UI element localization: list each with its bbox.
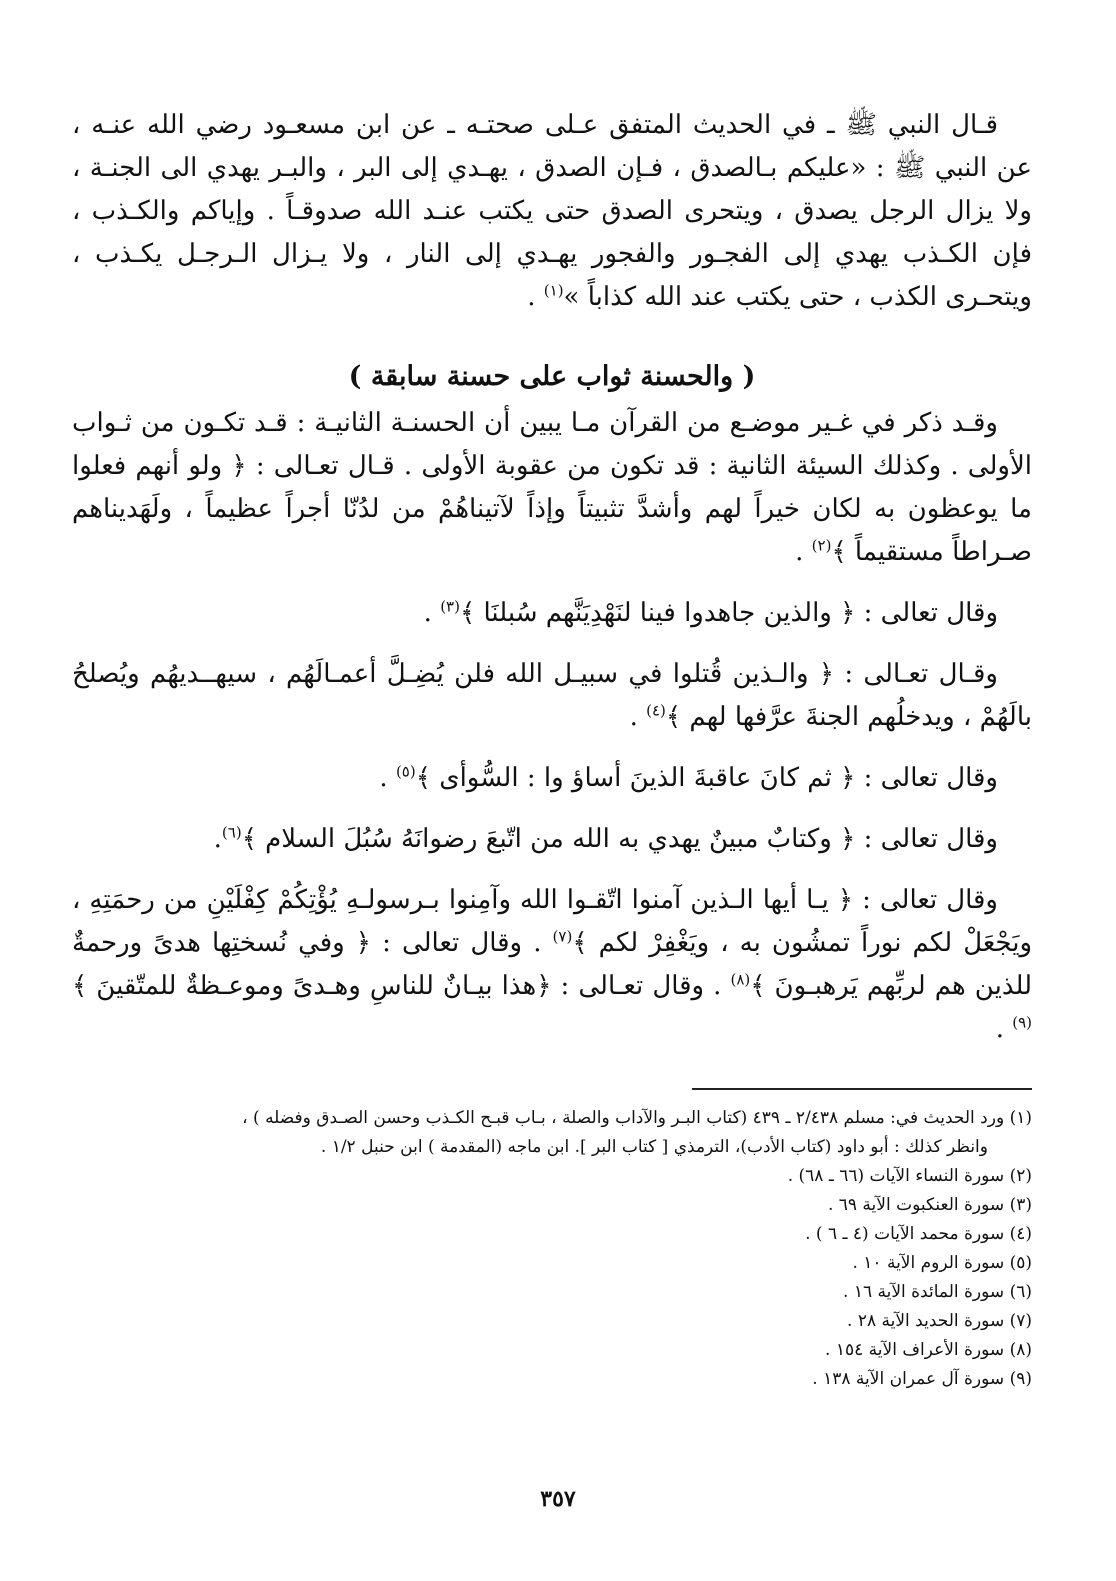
footnote-3: (٣) سورة العنكبوت الآية ٦٩ . — [827, 1195, 1032, 1215]
footnote-1: (١) ورد الحديث في: مسلم ٢/٤٣٨ ـ ٤٣٩ (كتاب البـر والآداب والصلة ، بـاب قبـح الكـذب وحسن الصـدق وفضله ) ، — [242, 1108, 1032, 1128]
verse-2-text: وقـال تعـالى : ﴿ والـذين قُتلوا في سبيـل الله فلن يُضِـلَّ أعمـالَهُم ، سيهــديهُم ويُصلحُ بالَهُمْ ، ويدخلُهم الجنةَ عرَّفها لهم ﴾ — [72, 659, 1032, 732]
intro-paragraph — [72, 104, 1032, 319]
footnote-9: (٩) سورة آل عمران الآية ١٣٨ . — [812, 1369, 1032, 1389]
verse-2-end: . — [629, 702, 647, 732]
verse-4-text: وقال تعالى : ﴿ وكتابٌ مبينٌ يهدي به الله من اتّبعَ رضوانَهُ سُبُلَ السلام ﴾ — [241, 824, 998, 854]
hadith-text: قـال النبي ﷺ ـ في الحديث المتفق عـلى صحتـه ـ عن ابن مسعـود رضي الله عنـه ، عن النبي ﷺ : «عليكم بـالصدق ، فـإن الصدق ، يهـدي إلى البر ، والبـر يهدي الى الجنـة ، ولا يزال الرجل يصدق ، ويتحرى الصدق حتى يكتب عنـد الله صدوقـاً . وإياكم والكـذب ، فإن الكـذب يهدي إلى الفجـور والفجور يهـدي إلى النار ، ولا يـزال الـرجـل يكـذب ، ويتحـرى الكذب ، حتى يكتب عند الله كذاباً » — [72, 110, 1032, 312]
footnote-6: (٦) سورة المائدة الآية ١٦ . — [843, 1282, 1032, 1302]
footnote-ref-7[interactable]: (٧) — [552, 927, 573, 946]
footnote-ref-5[interactable]: (٥) — [395, 762, 416, 781]
section-heading: ( والحسنة ثواب على حسنة سابقة ) — [348, 361, 756, 392]
footnote-divider — [692, 1088, 1032, 1090]
footnote-5: (٥) سورة الروم الآية ١٠ . — [852, 1253, 1032, 1273]
footnote-4: (٤) سورة محمد الآيات (٤ ـ ٦ ) . — [805, 1224, 1032, 1244]
verse-5 — [72, 879, 1032, 1051]
intro-end: . — [527, 282, 544, 312]
footnote-ref-4[interactable]: (٤) — [646, 701, 666, 720]
paragraph-1 — [72, 402, 1032, 574]
verse-5-part-1: وقال تعالى : ﴿ يـا أيها الـذين آمنوا اتّقـوا الله وآمِنوا بـرسولـهِ يُؤْتِكُمْ كِفْلَيْنِ من رحمَتِهِ ، ويَجْعَلْ لكم نوراً تمشُون به ، ويَغْفِرْ لكم ﴾ — [72, 885, 1032, 958]
verse-4-end: . — [213, 824, 222, 854]
verse-1-end: . — [423, 598, 441, 628]
footnote-ref-8[interactable]: (٨) — [730, 970, 751, 989]
footnote-1-continued: وانظر كذلك : أبو داود (كتاب الأدب)، الترمذي [ كتاب البر ]. ابن ماجه (المقدمة ) ابن حنبل ١/٢ . — [320, 1137, 988, 1157]
verse-4 — [72, 818, 1032, 861]
footnote-ref-1[interactable]: (١) — [543, 281, 564, 300]
paragraph-1-end: . — [795, 537, 812, 567]
verse-1-text: وقال تعالى : ﴿ والذين جاهدوا فينا لنَهْدِيَنَّهم سُبلنَا ﴾ — [459, 598, 998, 628]
page-number: ٣٥٧ — [540, 1486, 576, 1512]
verse-1 — [72, 592, 1032, 635]
verse-5-part-2: . وقال تعالى : ﴿ وفي نُسختِها هدىً ورحمةٌ للذين هم لربِّهم يَرهبـونَ ﴾ — [72, 928, 1032, 1001]
main-text — [72, 104, 1032, 1051]
footnote-7: (٧) سورة الحديد الآية ٢٨ . — [847, 1311, 1032, 1331]
footnote-ref-6[interactable]: (٦) — [221, 823, 242, 842]
footnote-ref-2[interactable]: (٢) — [811, 536, 832, 555]
footnote-ref-9[interactable]: (٩) — [1012, 1013, 1032, 1032]
footnote-8: (٨) سورة الأعراف الآية ١٥٤ . — [825, 1340, 1032, 1360]
verse-2 — [72, 653, 1032, 739]
verse-5-end: . — [995, 1014, 1013, 1044]
paragraph-1-text: وقـد ذكر في غـير موضـع من القرآن مـا يبين أن الحسنـة الثانيـة : قـد تكـون من ثـواب الأولى . وكذلك السيئة الثانية : قد تكون من عقوبة الأولى . قـال تعـالى : ﴿ ولو أنهم فعلوا ما يوعظون به لكان خيراً لهم وأشدَّ تثبيتاً وإذاً لآتيناهُمْ من لدُنّا أجراً عظيماً ، ولَهَديناهم صـراطاً مستقيماً ﴾ — [72, 408, 1032, 567]
footnotes — [72, 1104, 1032, 1394]
verse-5-part-3: . وقال تعـالى : ﴿هذا بيـانٌ للناسِ وهـدىً وموعـظةٌ للمتّقينَ ﴾ — [72, 971, 731, 1001]
verse-3 — [72, 757, 1032, 800]
footnote-ref-3[interactable]: (٣) — [440, 597, 460, 616]
footnote-2: (٢) سورة النساء الآيات (٦٦ ـ ٦٨) . — [787, 1166, 1032, 1186]
verse-3-text: وقال تعالى : ﴿ ثم كانَ عاقبةَ الذينَ أساؤ وا : السُّوأى ﴾ — [415, 763, 998, 793]
verse-3-end: . — [379, 763, 396, 793]
